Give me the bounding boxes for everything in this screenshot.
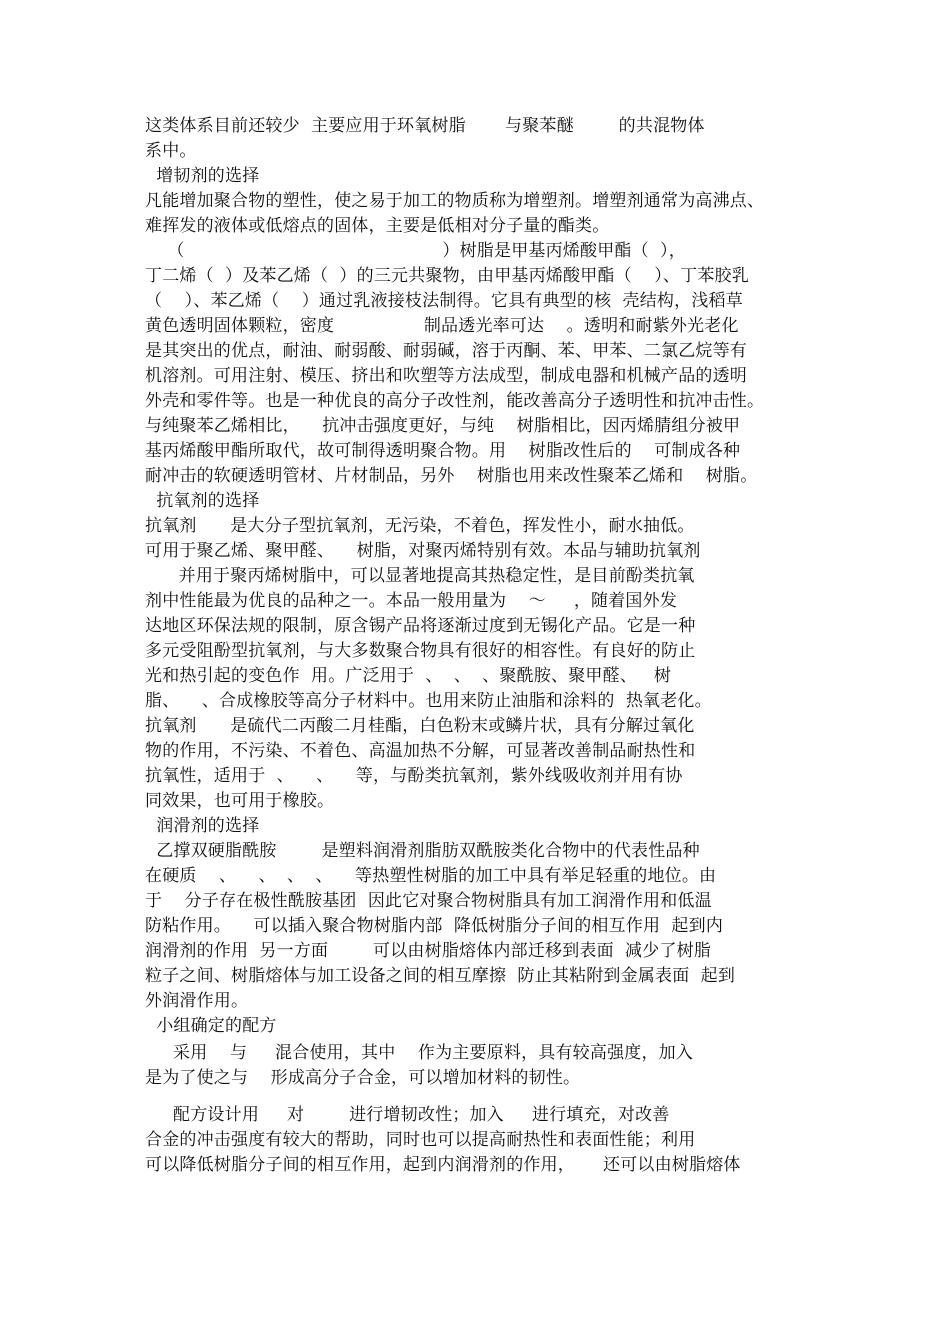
text-line: 采用 与 混合使用，其中 作为主要原料，具有较高强度，加入 (145, 1043, 694, 1063)
text-line: 凡能增加聚合物的塑性，使之易于加工的物质称为增塑剂。增塑剂通常为高沸点、 (145, 191, 765, 211)
text-line: 防粘作用。 可以插入聚合物树脂内部 降低树脂分子间的相互作用 起到内 (145, 916, 724, 936)
text-line: 粒子之间、树脂熔体与加工设备之间的相互摩擦 防止其粘附到金属表面 起到 (145, 966, 736, 986)
text-line: 抗氧剂 是硫代二丙酸二月桂酯，白色粉末或鳞片状，具有分解过氧化 (145, 716, 695, 736)
text-line: 脂、 、合成橡胶等高分子材料中。也用来防止油脂和涂料的 热氧老化。 (145, 691, 712, 711)
section-heading: 抗氧剂的选择 (145, 491, 260, 511)
text-line: 在硬质 、 、 、 、 等热塑性树脂的加工中具有举足轻重的地位。由 (145, 866, 717, 886)
section-heading: 增韧剂的选择 (145, 166, 260, 186)
text-line: 外润滑作用。 (145, 991, 249, 1011)
text-line: 黄色透明固体颗粒，密度 制品透光率可达 。透明和耐紫外光老化 (145, 316, 739, 336)
text-line: 润滑剂的作用 另一方面 可以由树脂熔体内部迁移到表面 减少了树脂 (145, 941, 712, 961)
section-heading: 小组确定的配方 (145, 1016, 277, 1036)
text-line: 机溶剂。可用注射、模压、挤出和吹塑等方法成型，制成电器和机械产品的透明 (145, 366, 747, 386)
text-line: 与纯聚苯乙烯相比， 抗冲击强度更好，与纯 树脂相比，因丙烯腈组分被甲 (145, 416, 741, 436)
text-line: 是为了使之与 形成高分子合金，可以增加材料的韧性。 (145, 1068, 581, 1088)
text-line: 配方设计用 对 进行增韧改性；加入 进行填充，对改善 (145, 1105, 670, 1125)
text-line: 乙撑双硬脂酰胺 是塑料润滑剂脂肪双酰胺类化合物中的代表性品种 (145, 841, 700, 861)
text-line: 耐冲击的软硬透明管材、片材制品，另外 树脂也用来改性聚苯乙烯和 树脂。 (145, 466, 758, 486)
text-line: 外壳和零件等。也是一种优良的高分子改性剂，能改善高分子透明性和抗冲击性。 (145, 391, 765, 411)
text-line: 达地区环保法规的限制，原含锡产品将逐渐过度到无锡化产品。它是一种 (145, 616, 696, 636)
text-line: 系中。 (145, 141, 197, 161)
text-line: 抗氧剂 是大分子型抗氧剂，无污染，不着色，挥发性小，耐水抽低。 (145, 516, 695, 536)
text-line: （ ）树脂是甲基丙烯酸甲酯（ ）， (145, 241, 686, 261)
text-line: 丁二烯（ ）及苯乙烯（ ）的三元共聚物，由甲基丙烯酸甲酯（ ）、丁苯胶乳 (145, 266, 749, 286)
text-line: 是其突出的优点，耐油、耐弱酸、耐弱碱，溶于丙酮、苯、甲苯、二氯乙烷等有 (145, 341, 747, 361)
text-line: 多元受阻酚型抗氧剂，与大多数聚合物具有很好的相容性。有良好的防止 (145, 641, 696, 661)
text-line: 可以降低树脂分子间的相互作用，起到内润滑剂的作用， 还可以由树脂熔体 (145, 1155, 741, 1175)
text-line: 合金的冲击强度有较大的帮助，同时也可以提高耐热性和表面性能；利用 (145, 1130, 696, 1150)
text-line: （ ）、苯乙烯（ ）通过乳液接枝法制得。它具有典型的核 壳结构，浅稻草 (145, 291, 743, 311)
text-line: 同效果，也可用于橡胶。 (145, 791, 335, 811)
text-line: 抗氧性，适用于 、 、 等，与酚类抗氧剂，紫外线吸收剂并用有协 (145, 766, 683, 786)
text-line: 可用于聚乙烯、聚甲醛、 树脂，对聚丙烯特别有效。本品与辅助抗氧剂 (145, 541, 701, 561)
text-line: 这类体系目前还较少 主要应用于环氧树脂 与聚苯醚 的共混物体 (145, 116, 705, 136)
text-line: 于 分子存在极性酰胺基团 因此它对聚合物树脂具有加工润滑作用和低温 (145, 891, 712, 911)
text-line: 光和热引起的变色作 用。广泛用于 、 、 、聚酰胺、聚甲醛、 树 (145, 666, 672, 686)
text-line: 剂中性能最为优良的品种之一。本品一般用量为 ～ ，随着国外发 (145, 591, 678, 611)
text-line: 并用于聚丙烯树脂中，可以显著地提高其热稳定性，是目前酚类抗氧 (145, 566, 695, 586)
text-line: 难挥发的液体或低熔点的固体，主要是低相对分子量的酯类。 (145, 216, 610, 236)
text-line: 物的作用，不污染、不着色、高温加热不分解，可显著改善制品耐热性和 (145, 741, 696, 761)
section-heading: 润滑剂的选择 (145, 816, 260, 836)
text-line: 基丙烯酸甲酯所取代，故可制得透明聚合物。用 树脂改性后的 可制成各种 (145, 441, 741, 461)
